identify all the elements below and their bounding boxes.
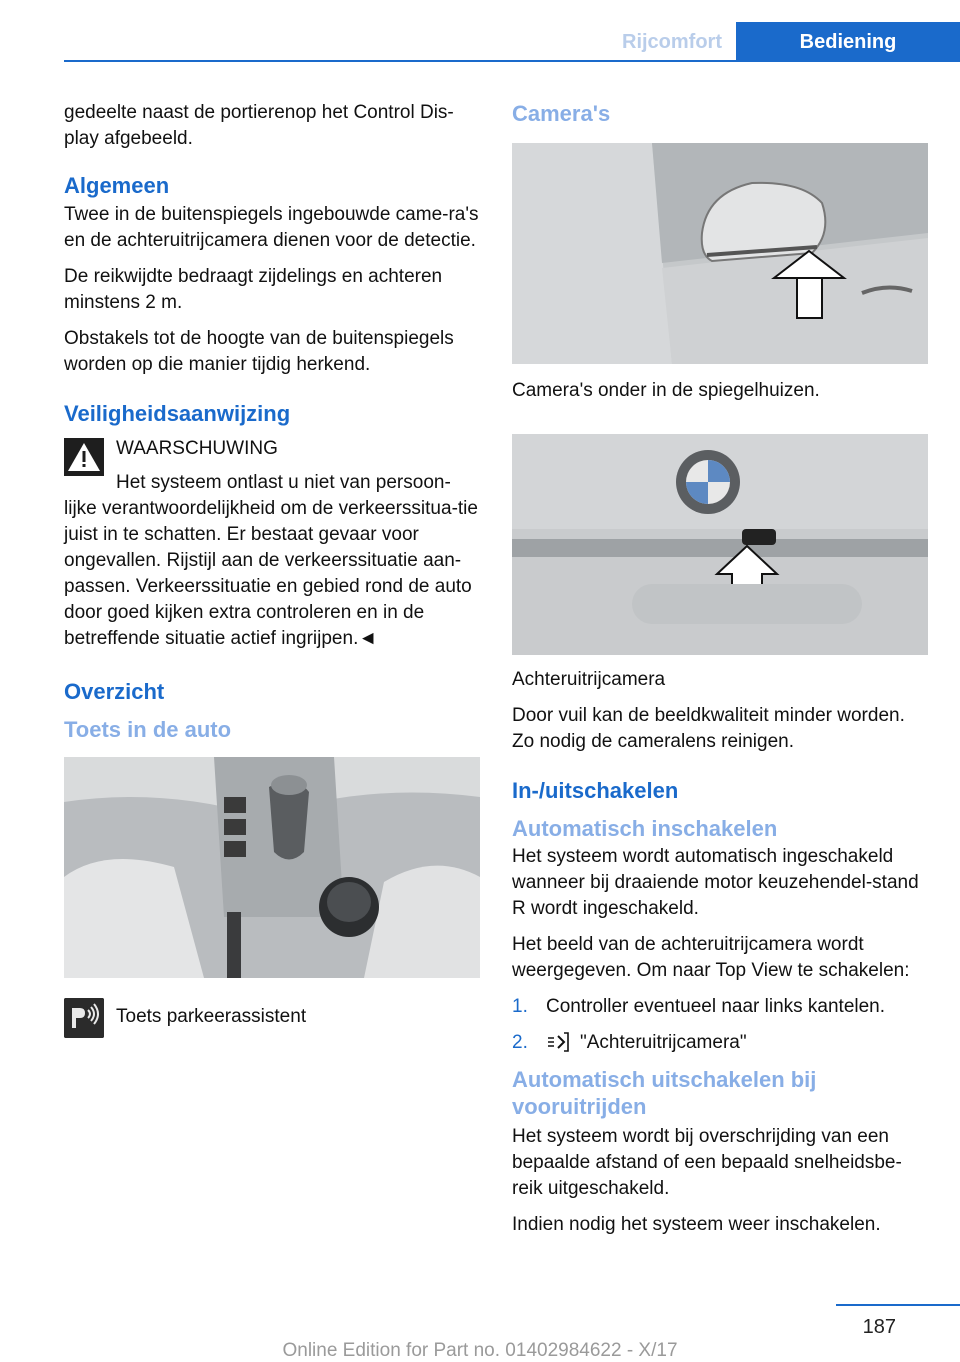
onoff-heading: In-/uitschakelen [512,778,679,803]
auto-off-paragraph-2: Indien nodig het systeem weer inschakelen. [512,1214,881,1235]
intro-text: gedeelte naast de portierenop het Control Dis-play afgebeeld. [64,102,454,149]
parking-assistant-icon [64,998,104,1038]
button-subheading: Toets in de auto [64,717,232,742]
auto-on-paragraph-2: Het beeld van de achteruitrijcamera wordt weergegeven. Om naar Top View te schakelen: [512,934,910,981]
safety-heading: Veiligheidsaanwijzing [64,401,291,426]
header-tabs [608,22,960,62]
mirror-caption: Camera's onder in de spiegelhuizen. [512,380,820,401]
auto-off-subheading: Automatisch uitschakelen bij vooruitrijden [512,1067,817,1119]
left-column [64,100,480,1038]
steps-list [512,994,928,1056]
cameras-heading: Camera's [512,101,611,126]
rear-camera-photo [512,434,928,655]
warning-text: lijke verantwoordelijkheid om de verkeerssitua-tie juist in te schatten. Er bestaat gevaar voor ongevallen. Rijstijl aan de verkeerssituatie aan-passen. Verkeerssituatie en gebied rond de auto door goed kijken extra controleren en in de betreffende situatie actief ingrijpen.◄ [64,498,478,649]
camera-view-icon [546,1030,572,1054]
warning-label: WAARSCHUWING [116,438,278,459]
warning-triangle-icon [64,438,104,476]
button-caption-row [64,998,480,1038]
edition-footer: Online Edition for Part no. 01402984622 - X/17 [282,1340,678,1361]
auto-on-subheading: Automatisch inschakelen [512,816,778,841]
algemeen-heading: Algemeen [64,173,170,198]
rear-caption: Achteruitrijcamera [512,669,666,690]
footer-divider [836,1304,960,1306]
step-text: Controller eventueel naar links kantelen. [546,996,886,1017]
tab-rijcomfort[interactable]: Rijcomfort [608,22,736,62]
tab-bediening[interactable]: Bediening [736,22,960,62]
auto-on-paragraph-1: Het systeem wordt automatisch ingeschakeld wanneer bij draaiende motor keuzehendel-stand R wordt ingeschakeld. [512,846,919,919]
page-number: 187 [862,1316,896,1338]
algemeen-paragraph-1: Twee in de buitenspiegels ingebouwde came-ra's en de achteruitrijcamera dienen voor de detectie. [64,204,479,251]
header-divider [64,60,960,62]
step-number: 1. [512,996,528,1017]
right-column [512,100,928,1248]
rear-text: Door vuil kan de beeldkwaliteit minder worden. Zo nodig de cameralens reinigen. [512,705,905,752]
warning-block [64,436,480,496]
list-item [512,994,928,1020]
overview-heading: Overzicht [64,679,165,704]
button-caption: Toets parkeerassistent [116,1006,307,1027]
list-item [512,1030,928,1056]
warning-first-line: Het systeem ontlast u niet van persoon- [116,472,451,493]
algemeen-paragraph-3: Obstakels tot de hoogte van de buitenspiegels worden op die manier tijdig herkend. [64,328,454,375]
algemeen-paragraph-2: De reikwijdte bedraagt zijdelings en achteren minstens 2 m. [64,266,443,313]
mirror-camera-photo [512,143,928,364]
auto-off-paragraph-1: Het systeem wordt bij overschrijding van een bepaalde afstand of een bepaald snelheidsbe-reik uitgeschakeld. [512,1126,902,1199]
step-text: "Achteruitrijcamera" [580,1032,747,1053]
console-photo [64,757,480,978]
step-number: 2. [512,1032,528,1053]
